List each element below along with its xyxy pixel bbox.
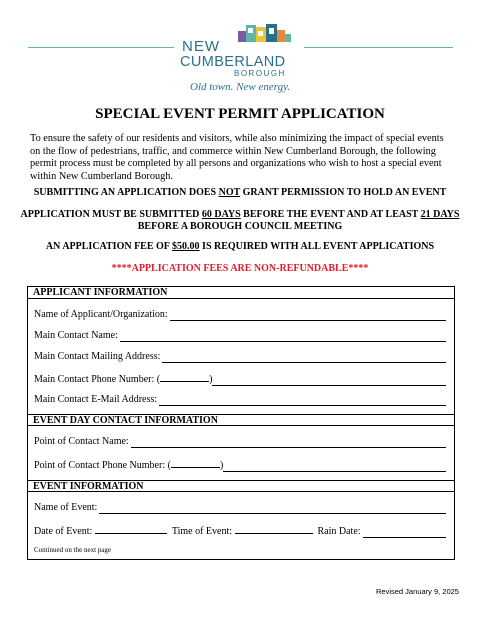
notice-deadline: APPLICATION MUST BE SUBMITTED 60 DAYS BEFORE THE EVENT AND AT LEAST 21 DAYS BEFORE A BOROUGH COUNCIL MEETING — [20, 209, 460, 232]
revision-date: Revised January 9, 2025 — [376, 587, 459, 596]
header-rule-left — [28, 47, 174, 48]
contact-phone-area-code[interactable]: ( ) — [154, 374, 213, 385]
event-date-field[interactable] — [95, 525, 167, 534]
contact-name-row — [34, 330, 446, 342]
logo-text-new: NEW — [182, 38, 220, 55]
intro-paragraph: To ensure the safety of our residents and visitors, while also minimizing the impact of special events on the flow of pedestrians, traffic, and commerce within New Cumberland Borough, the following permit process must be completed by all persons and organizations who wish to host a special event within New Cumberland Borough. — [30, 133, 444, 182]
mailing-address-label: Main Contact Mailing Address: — [34, 351, 161, 362]
applicant-name-label: Name of Applicant/Organization: — [34, 309, 168, 320]
event-name-field[interactable] — [99, 504, 446, 514]
rain-date-label: Rain Date: — [317, 526, 361, 537]
poc-phone-area-code[interactable]: ( ) — [165, 460, 224, 471]
mailing-address-field[interactable] — [162, 353, 446, 363]
rain-date-field[interactable] — [363, 528, 446, 538]
contact-phone-label: Main Contact Phone Number: — [34, 374, 155, 385]
contact-phone-field[interactable] — [212, 376, 446, 386]
mailing-address-row — [34, 351, 446, 363]
section-event-day-header: EVENT DAY CONTACT INFORMATION — [28, 414, 454, 426]
logo-text-borough: BOROUGH — [234, 69, 286, 78]
poc-phone-field[interactable] — [223, 462, 446, 472]
contact-phone-row — [34, 373, 446, 386]
contact-name-label: Main Contact Name: — [34, 330, 118, 341]
poc-name-row — [34, 436, 446, 448]
contact-email-field[interactable] — [159, 396, 446, 406]
page-title: SPECIAL EVENT PERMIT APPLICATION — [95, 106, 385, 122]
notice-non-refundable: ****APPLICATION FEES ARE NON-REFUNDABLE**** — [111, 263, 369, 274]
applicant-name-row — [34, 309, 446, 321]
borough-logo — [176, 22, 304, 98]
header-rule-right — [304, 47, 453, 48]
poc-name-field[interactable] — [131, 438, 446, 448]
poc-name-label: Point of Contact Name: — [34, 436, 129, 447]
logo-tagline: Old town. New energy. — [190, 81, 291, 93]
event-name-row — [34, 502, 446, 514]
contact-name-field[interactable] — [120, 332, 446, 342]
event-date-label: Date of Event: — [34, 526, 93, 537]
contact-email-label: Main Contact E-Mail Address: — [34, 394, 158, 405]
event-name-label: Name of Event: — [34, 502, 98, 513]
event-dates-row — [34, 525, 446, 538]
poc-phone-label: Point of Contact Phone Number: — [34, 460, 166, 471]
application-form — [27, 286, 455, 560]
contact-email-row — [34, 394, 446, 406]
notice-no-permission: SUBMITTING AN APPLICATION DOES NOT GRANT PERMISSION TO HOLD AN EVENT — [33, 187, 447, 198]
logo-text-cumberland: CUMBERLAND — [180, 54, 286, 70]
section-event-header: EVENT INFORMATION — [28, 480, 454, 492]
notice-fee: AN APPLICATION FEE OF $50.00 IS REQUIRED WITH ALL EVENT APPLICATIONS — [45, 241, 435, 252]
section-applicant-header: APPLICANT INFORMATION — [28, 287, 454, 299]
poc-phone-row — [34, 459, 446, 472]
event-time-label: Time of Event: — [171, 526, 232, 537]
event-time-field[interactable] — [235, 525, 313, 534]
applicant-name-field[interactable] — [170, 311, 446, 321]
continued-note: Continued on the next page — [34, 546, 111, 554]
